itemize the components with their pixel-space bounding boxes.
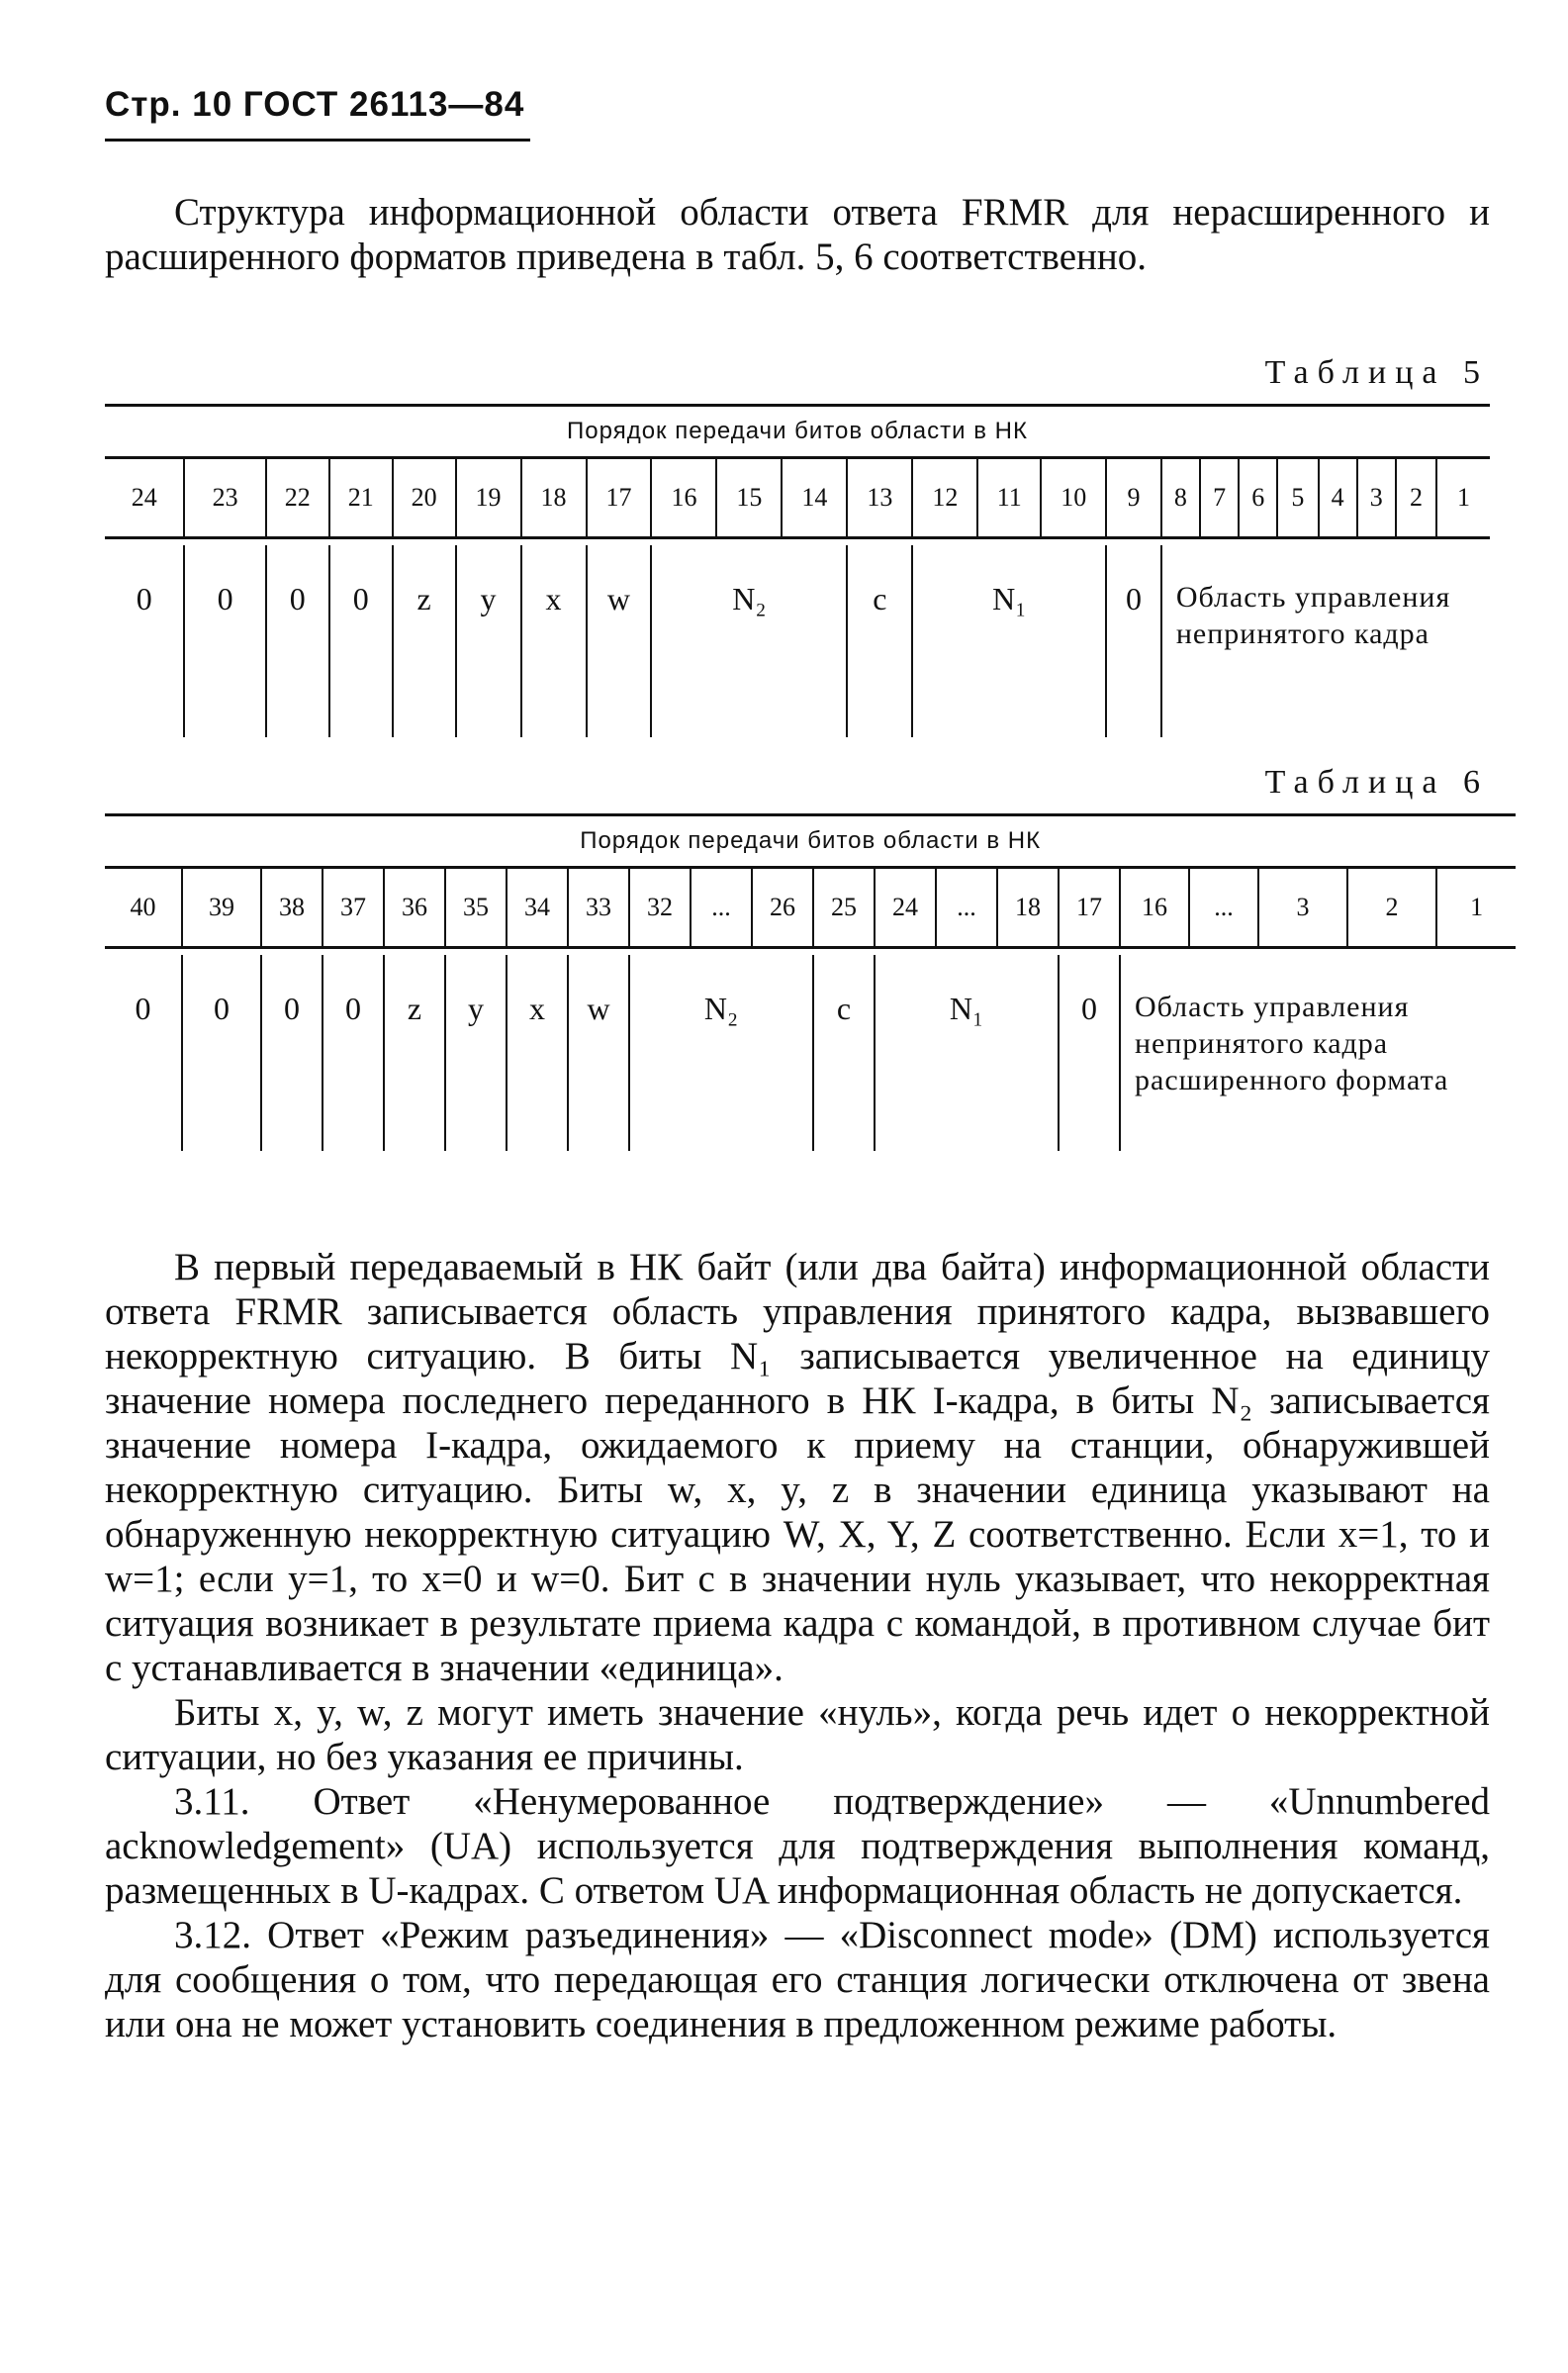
table5-bit-value: z [393,545,456,737]
table6-bit-number: 25 [813,868,875,948]
table6-bit-number: 1 [1436,868,1516,948]
table5-bit-number: 8 [1161,458,1200,538]
table5-bit-value: 0 [329,545,393,737]
paragraph-dm-response: 3.12. Ответ «Режим разъединения» — «Disconnect mode» (DM) используется для сообщения о том, что передающая его станция логически отключена от звена или она не может установить соединения в предложенном режиме работы. [105,1914,1490,2045]
table6-bit-number: ... [1189,868,1258,948]
table5-bit-number: 3 [1357,458,1396,538]
table5-bit-number: 17 [587,458,652,538]
table5-bit-value: 0 [1106,545,1161,737]
table5-bit-number: 15 [716,458,782,538]
table6-bit-number: 3 [1258,868,1347,948]
table5-n1-field: N₁ [912,545,1106,737]
table6-bit-number: 34 [507,868,568,948]
table5-caption: Таблица 5 [1264,354,1489,391]
header-rule [105,139,530,142]
table6-bit-number: ... [691,868,752,948]
table6 [105,813,1516,1151]
table6-group-header: Порядок передачи битов области в НК [105,815,1516,868]
intro-paragraph: Структура информационной области ответа FRMR для нерасширенного и расширенного форматов приведена в табл. 5, 6 соответственно. [105,191,1490,278]
table6-bit-number: 32 [629,868,691,948]
table5-bit-value: 0 [136,581,152,617]
table5-bit-value: 0 [266,545,329,737]
table6-bit-number: 39 [182,868,261,948]
table6-bit-number: 33 [568,868,629,948]
table6-bit-number: ... [936,868,997,948]
table6-bit-number: 36 [384,868,445,948]
table6-bit-number: 2 [1347,868,1436,948]
table6-bit-value: x [507,955,568,1151]
table6-caption: Таблица 6 [1264,764,1489,801]
table6-bit-number: 17 [1059,868,1120,948]
page-header: Стр. 10 ГОСТ 26113—84 [105,85,525,124]
table6-bit-value: w [568,955,629,1151]
table5-bit-number: 23 [184,458,265,538]
table6-bit-value: 0 [135,991,151,1026]
table5-bit-number: 13 [847,458,912,538]
table5-bit-number: 16 [651,458,716,538]
table5-bit-number: 19 [456,458,521,538]
table6-bit-number: 18 [997,868,1059,948]
table5-bit-number: 4 [1319,458,1357,538]
table5-bit-number: 21 [329,458,393,538]
table5-bit-number: 12 [912,458,977,538]
table6-bit-number: 35 [445,868,507,948]
table5-bit-value: x [521,545,587,737]
table5-bit-number: 22 [266,458,329,538]
table5-bit-number: 6 [1239,458,1277,538]
table5-n2-field: N₂ [651,545,847,737]
table6-control-area: Область управления непринятого кадра расширенного формата [1120,955,1516,1151]
table5-bit-number: 11 [977,458,1041,538]
table6-bit-value: 0 [182,955,261,1151]
table6-values-row [105,955,1516,1151]
table5-group-header: Порядок передачи битов области в НК [105,406,1490,458]
table6-bit-value: y [445,955,507,1151]
table5-bit-numbers-row [105,458,1490,538]
table5-control-area: Область управления непринятого кадра [1161,545,1490,737]
table5-bit-number: 9 [1106,458,1161,538]
table5-bit-number: 10 [1041,458,1106,538]
table5-c-bit: c [847,545,912,737]
table5-bit-number: 20 [393,458,456,538]
table5-bit-value: y [456,545,521,737]
table5-values-row [105,545,1490,737]
table6-bit-number: 37 [323,868,384,948]
table6-bit-value: 0 [1059,955,1120,1151]
table6-bit-value: 0 [261,955,323,1151]
paragraph-frmr-description: В первый передаваемый в НК байт (или два байта) информационной области ответа FRMR записывается область управления принятого кадра, вызвавшего некорректную ситуацию. В биты N₁ записывается увеличенное на единицу значение номера последнего переданного в НК I-кадра, в биты N₂ записывается значение номера I-кадра, ожидаемого к приему на станции, обнаружившей некорректную ситуацию. Биты w, x, y, z в значении единица указывают на обнаруженную некорректную ситуацию W, X, Y, Z соответственно. Если x=1, то и w=1; если y=1, то x=0 и w=0. Бит с в значении нуль указывает, что некорректная ситуация возникает в результате приема кадра с командой, в противном случае бит с устанавливается в значении «единица». [105,1246,1490,1689]
table5-bit-number: 2 [1396,458,1436,538]
body-text [105,1245,1490,2046]
table5-bit-number: 18 [521,458,587,538]
paragraph-ua-response: 3.11. Ответ «Ненумерованное подтверждение» — «Unnumbered acknowledgement» (UA) используется для подтверждения выполнения команд, размещенных в U-кадрах. С ответом UA информационная область не допускается. [105,1780,1490,1912]
table6-bit-value: 0 [323,955,384,1151]
table6-bit-number: 24 [875,868,936,948]
table6-bit-number: 38 [261,868,323,948]
table5-bit-number: 14 [782,458,847,538]
table5-bit-number: 24 [105,458,184,538]
table5-bit-number: 1 [1436,458,1490,538]
table5-bit-number: 7 [1200,458,1239,538]
table6-bit-numbers-row [105,868,1516,948]
paragraph-bits-zero: Биты x, y, w, z могут иметь значение «нуль», когда речь идет о некорректной ситуации, но без указания ее причины. [105,1691,1490,1778]
table5-bit-value: w [587,545,652,737]
table5 [105,404,1490,737]
table6-bit-number: 16 [1120,868,1189,948]
table6-n1-field: N₁ [875,955,1059,1151]
table6-c-bit: c [813,955,875,1151]
table6-n2-field: N₂ [629,955,813,1151]
table6-bit-value: z [384,955,445,1151]
table6-bit-number: 40 [105,868,182,948]
table5-bit-value: 0 [184,545,265,737]
table5-bit-number: 5 [1277,458,1318,538]
table6-bit-number: 26 [752,868,813,948]
